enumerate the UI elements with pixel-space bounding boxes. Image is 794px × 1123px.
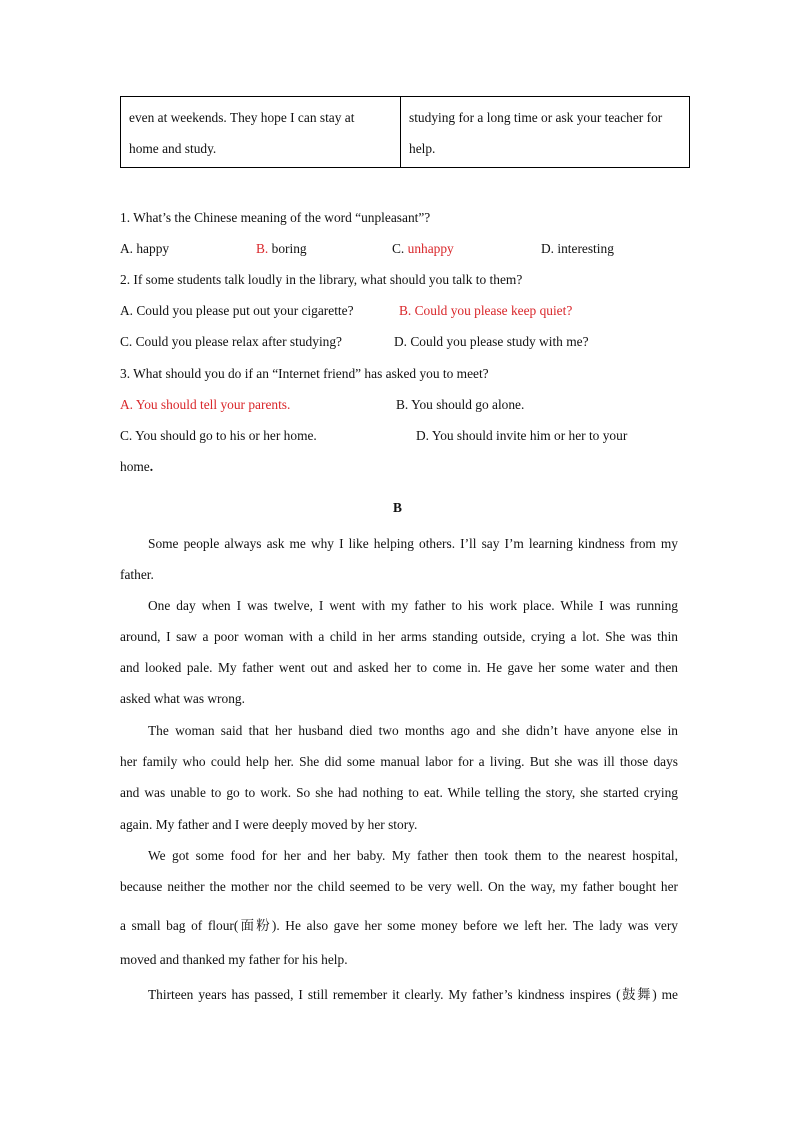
- question-1-option-a: A. happy: [120, 241, 170, 256]
- passage-line: Some people always ask me why I like helping others. I’ll say I’m learning kindness from my: [148, 536, 678, 551]
- question-3-option-a: A. You should tell your parents.: [120, 397, 291, 412]
- table-column-divider: [400, 97, 401, 167]
- table-right-cell-line: help.: [409, 141, 436, 156]
- passage-line: One day when I was twelve, I went with my father to his work place. While I was running: [148, 598, 678, 613]
- option-letter: B.: [256, 241, 269, 256]
- table-right-cell-line: studying for a long time or ask your teacher for: [409, 110, 663, 125]
- table-left-cell-line: even at weekends. They hope I can stay at: [129, 110, 355, 125]
- passage-line: and was unable to go to work. So she had nothing to eat. While telling the story, she started crying: [120, 785, 678, 800]
- passage-line: asked what was wrong.: [120, 691, 245, 706]
- question-2-stem: 2. If some students talk loudly in the library, what should you talk to them?: [120, 272, 523, 287]
- passage-line: The woman said that her husband died two months ago and she didn’t have anyone else in: [148, 723, 678, 738]
- dialogue-table: [120, 96, 690, 168]
- option-text: boring: [268, 241, 307, 256]
- question-2-option-d: D. Could you please study with me?: [394, 334, 589, 349]
- question-3-option-d: D. You should invite him or her to your: [416, 428, 628, 443]
- section-heading: B: [393, 500, 402, 515]
- option-text: home: [120, 459, 150, 474]
- passage-line: around, I saw a poor woman with a child in her arms standing outside, crying a lot. She was thin: [120, 629, 678, 644]
- question-2-option-b: B. Could you please keep quiet?: [399, 303, 573, 318]
- passage-line: Thirteen years has passed, I still remember it clearly. My father’s kindness inspires (鼓舞) me: [148, 987, 678, 1002]
- option-text: unhappy: [404, 241, 454, 256]
- passage-line: again. My father and I were deeply moved by her story.: [120, 817, 418, 832]
- passage-line: and looked pale. My father went out and asked her to come in. He gave her some water and then: [120, 660, 678, 675]
- passage-line: her family who could help her. She did some manual labor for a living. But she was ill those days: [120, 754, 678, 769]
- table-left-cell-line: home and study.: [129, 141, 217, 156]
- question-1-option-c: [392, 241, 454, 257]
- passage-line: moved and thanked my father for his help.: [120, 952, 348, 967]
- question-3-option-d-continuation: [120, 459, 153, 475]
- option-letter: C.: [392, 241, 405, 256]
- option-period: .: [149, 459, 154, 474]
- passage-line: We got some food for her and her baby. My father then took them to the nearest hospital,: [148, 848, 678, 863]
- passage-line: father.: [120, 567, 154, 582]
- question-2-option-a: A. Could you please put out your cigarette?: [120, 303, 354, 318]
- question-1-option-b: [256, 241, 307, 257]
- question-3-option-b: B. You should go alone.: [396, 397, 525, 412]
- question-3-stem: 3. What should you do if an “Internet friend” has asked you to meet?: [120, 366, 489, 381]
- passage-line: because neither the mother nor the child seemed to be very well. On the way, my father bought her: [120, 879, 678, 894]
- question-3-option-c: C. You should go to his or her home.: [120, 428, 317, 443]
- question-1-stem: 1. What’s the Chinese meaning of the word “unpleasant”?: [120, 210, 431, 225]
- question-2-option-c: C. Could you please relax after studying?: [120, 334, 343, 349]
- passage-line: a small bag of flour(面粉). He also gave her some money before we left her. The lady was very: [120, 918, 678, 933]
- question-1-option-d: D. interesting: [541, 241, 614, 256]
